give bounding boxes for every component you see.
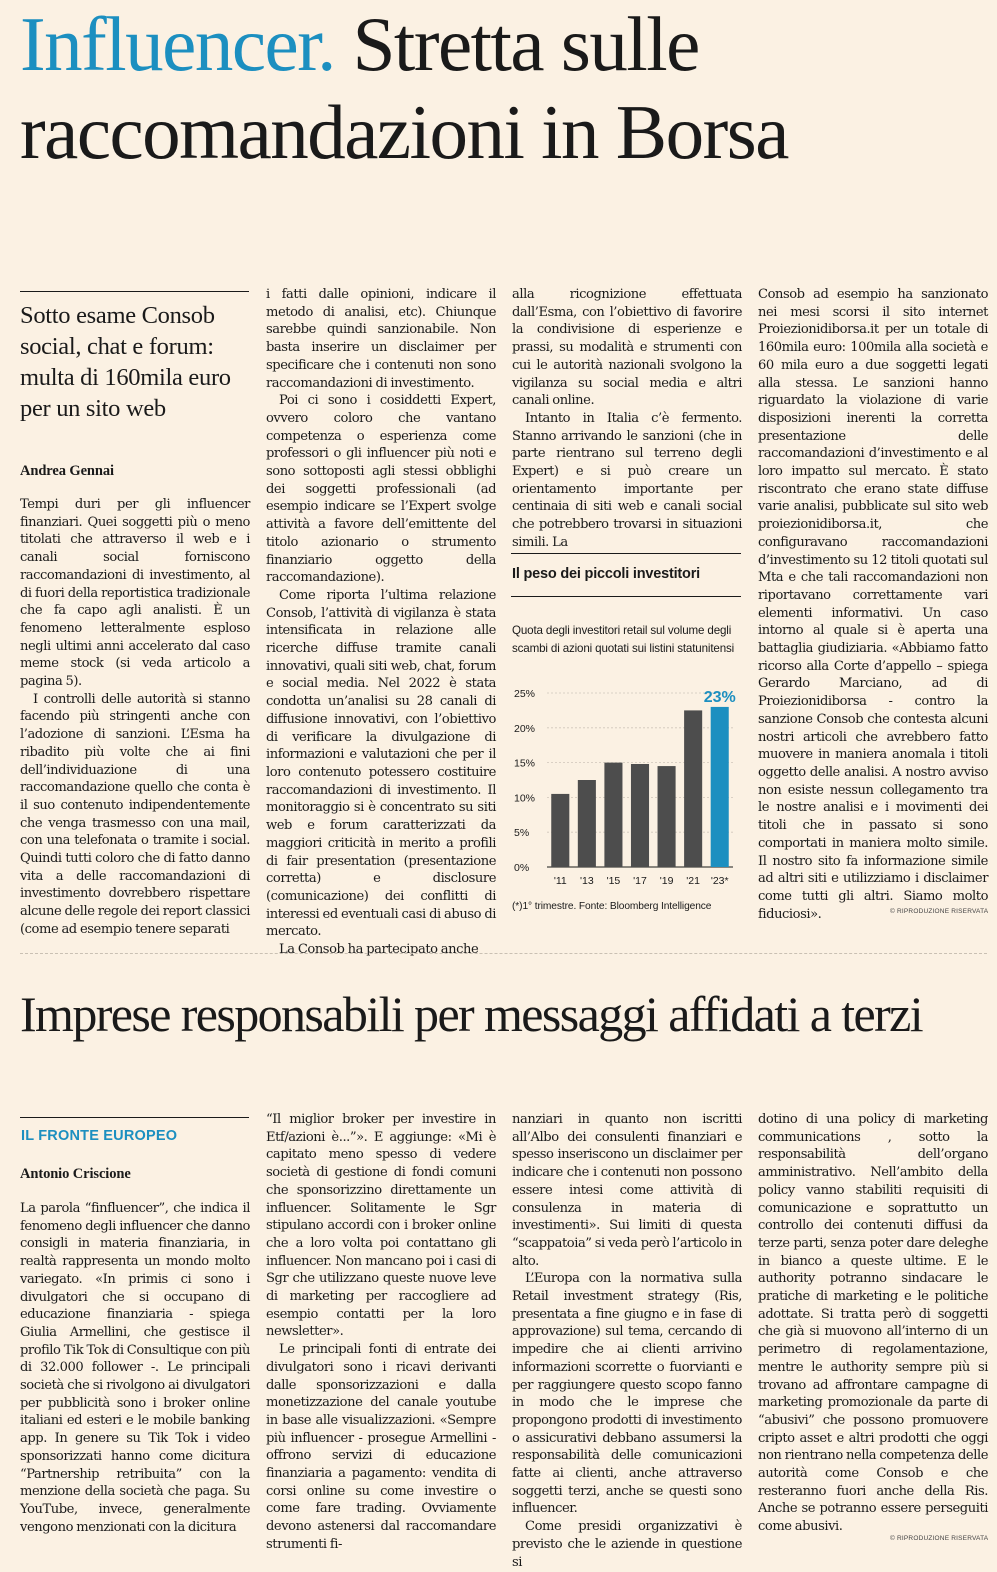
y-tick-label: 0% xyxy=(514,862,530,874)
chart-plot xyxy=(511,681,741,893)
paragraph: Le principali fonti di entrate dei divulgatori sono i ricavi derivanti dalle sponsorizzazioni e dalla monetizzazione del canale youtube in base alle visualizzazioni. «Sempre più influencer - prosegue Armellini - offrono servizi di educazione finanziaria a pagamento: vendita di corsi online su come investire o come fare trading. Ovviamente devono astenersi dal raccomandare strumenti fi- xyxy=(266,1342,496,1552)
article1-subhead: Sotto esame Consob social, chat e forum: multa di 160mila euro per un sito web xyxy=(20,302,231,422)
article2-headline: Imprese responsabili per messaggi affidati a terzi xyxy=(20,986,923,1042)
article1-headline xyxy=(20,0,980,176)
chart-title: Il peso dei piccoli investitori xyxy=(512,566,700,582)
x-tick-label: '17 xyxy=(633,875,647,887)
x-tick-label: '15 xyxy=(606,875,621,887)
article1-column-4 xyxy=(758,286,988,923)
bar xyxy=(578,780,596,867)
bar xyxy=(604,763,622,867)
article1-author: Andrea Gennai xyxy=(20,463,114,479)
paragraph: La parola “finfluencer”, che indica il fenomeno degli influencer che danno consigli in materia finanziaria, in realtà rappresenta un mondo molto variegato. «In primis ci sono i divulgatori che si occupano di educazione finanziaria - spiega Giulia Armellini, che gestisce il profilo Tik Tok di Consultique con più di 32.000 follower -. Le principali società che si rivolgono ai divulgatori per pubblicità sono i broker online italiani ed esteri e le mobile banking app. In genere su Tik Tok i video sponsorizzati hanno come dicitura “Partnership retribuita” con la menzione della società che paga. Su YouTube, invece, generalmente vengono menzionati con la dicitura xyxy=(20,1201,250,1535)
y-tick-label: 10% xyxy=(514,792,536,805)
chart-rule xyxy=(511,596,741,597)
y-tick-label: 25% xyxy=(514,688,536,700)
bar xyxy=(551,794,569,867)
column-rule xyxy=(20,291,249,292)
x-tick-label: '11 xyxy=(553,875,567,887)
paragraph: “Il miglior broker per investire in Etf/azioni è...”». E aggiunge: «Mi è capitato meno spesso di vedere società di gestione di fondi comuni che sponsorizzino direttamente un influencer. Solitamente le Sgr stipulano accordi con i broker online che a loro volta poi contattano gli influencer. Non mancano poi i casi di Sgr che utilizzano queste nuove leve di marketing per raccogliere ad esempio contatti per la loro newsletter». xyxy=(266,1112,496,1340)
paragraph: L’Europa con la normativa sulla Retail investment strategy (Ris, presentata a fine giugno e in fase di approvazione) sul tema, cercando di impedire che ai clienti arrivino informazioni scorrette o fuorvianti e per raggiungere questo scopo fanno in modo che le imprese che propongono prodotti di investimento o assicurativi debbano assumersi la responsabilità delle comunicazioni fatte ai clienti, anche attraverso soggetti terzi, anche se questi sono influencer. xyxy=(512,1271,742,1517)
y-tick-label: 5% xyxy=(514,827,530,840)
paragraph: dotino di una policy di marketing communications , sotto la responsabilità dell’organo amministrativo. Nell’ambito della policy vanno stabiliti requisiti di comunicazione e soprattutto un controllo dei contenuti diffusi da terze parti, senza poter dare deleghe in bianco a queste ultime. E le authority potranno sindacare le pratiche di marketing e le politiche adottate. Si tratta però di soggetti che già si muovono all’interno di un perimetro di regolamentazione, mentre le authority sempre più si trovano ad affrontare campagne di marketing promozionale da parte di “abusivi” che possono promuovere cripto asset e altri prodotti che oggi non rientrano nella competenza delle autorità come Consob e che resteranno fuori anche della Ris. Anche se potranno essere perseguiti come abusivi. xyxy=(758,1112,988,1535)
x-tick-label: '13 xyxy=(580,875,594,887)
bar xyxy=(684,710,702,867)
headline-text: Stretta sulle raccomandazioni in Borsa xyxy=(20,1,788,175)
paragraph: Come riporta l’ultima relazione Consob, l’attività di vigilanza è stata intensificata in relazione alle ricerche diffuse tramite canali innovativi, quali siti web, chat, forum e social media. Nel 2022 è stata condotta un’analisi su 28 canali di diffusione innovativi, con l’obiettivo di verificare la divulgazione di informazioni e valutazioni che per il loro contenuto potessero costituire raccomandazioni di investimento. Il monitoraggio si è concentrato su siti web e forum caratterizzati da maggiori criticità in merito a profili di fair presentation (presentazione corretta) e disclosure (comunicazione) dei conflitti di interessi ed eventuali casi di abuso di mercato. xyxy=(266,587,496,940)
x-tick-label: '23* xyxy=(710,875,729,887)
headline-kicker: Influencer. xyxy=(20,1,335,87)
article2-column-3 xyxy=(512,1111,742,1571)
article2-column-2 xyxy=(266,1111,496,1554)
bar xyxy=(631,764,649,867)
copyright-notice: © RIPRODUZIONE RISERVATA xyxy=(890,908,989,915)
paragraph: Intanto in Italia c’è fermento. Stanno arrivando le sanzioni (che in parte rientrano sul terreno degli Expert) e si può creare un orientamento importante per centinaia di siti web e canali social che potrebbero trovarsi in situazioni simili. La xyxy=(512,410,742,550)
y-tick-label: 20% xyxy=(514,722,536,735)
article2-column-1 xyxy=(20,1200,250,1536)
paragraph: Tempi duri per gli influencer finanziari. Quei soggetti più o meno titolati che attraverso il web e i canali social forniscono raccomandazioni di investimento, al di fuori della reportistica tradizionale che fa capo agli analisti. È un fenomeno letteralmente esploso negli ultimi anni accelerato dal caso meme stock (si veda articolo a pagina 5). xyxy=(20,497,250,690)
x-tick-label: '21 xyxy=(686,875,700,887)
paragraph: nanziari in quanto non iscritti all’Albo dei consulenti finanziari e spesso inseriscono un disclaimer per indicare che i contenuti non possono essere intesi come attività di consulenza in materia di investimenti». Sui limiti di questa “scappatoia” si veda però l’articolo in alto. xyxy=(512,1112,743,1269)
paragraph: alla ricognizione effettuata dall’Esma, con l’obiettivo di favorire la condivisione di esperienze e prassi, su modalità e strumenti con cui le autorità nazionali svolgono la vigilanza su social media e altri canali online. xyxy=(512,287,742,409)
copyright-notice: © RIPRODUZIONE RISERVATA xyxy=(890,1535,989,1542)
chart-subtitle: Quota degli investitori retail sul volume degli scambi di azioni quotati sui listini statunitensi xyxy=(512,624,735,655)
article1-column-2 xyxy=(266,286,496,959)
column-rule xyxy=(20,1117,249,1118)
retail-investors-chart xyxy=(511,553,741,915)
paragraph: i fatti dalle opinioni, indicare il metodo di analisi, etc). Chiunque sarebbe quindi sanzionabile. Non basta inserire un disclaimer per specificare che i contenuti non sono raccomandazioni di investimento. xyxy=(266,287,496,391)
bar xyxy=(711,707,729,867)
bar xyxy=(658,766,676,867)
paragraph: I controlli delle autorità si stanno facendo più stringenti anche con l’adozione di sanzioni. L’Esma ha ribadito più volte che ai fini dell’individuazione di una raccomandazione quello che conta è il suo contenuto indipendentemente che venga trasmesso con una mail, con una telefonata o tramite i social. Quindi tutti coloro che di fatto danno vita a delle raccomandazioni di investimento dovrebbero rispettare alcune delle regole dei report classici (come ad esempio tenere separati xyxy=(20,691,250,937)
paragraph: La Consob ha partecipato anche xyxy=(279,942,479,958)
article1-column-3 xyxy=(512,286,742,552)
paragraph: Poi ci sono i cosiddetti Expert, ovvero coloro che vantano competenza o esperienza come professori o gli influencer più noti e sono sottoposti agli stessi obblighi dei soggetti professionali (ad esempio indicare se l’Expert svolge attività a favore dell’emittente del titolo azionario o strumento finanziario oggetto della raccomandazione). xyxy=(266,393,496,586)
section-label: IL FRONTE EUROPEO xyxy=(21,1128,178,1144)
article2-column-4 xyxy=(758,1111,988,1536)
y-tick-label: 15% xyxy=(514,757,536,770)
data-label: 23% xyxy=(703,688,736,706)
x-tick-label: '19 xyxy=(659,875,674,887)
section-divider xyxy=(20,953,987,954)
chart-rule xyxy=(511,553,741,554)
article2-author: Antonio Criscione xyxy=(20,1166,131,1182)
paragraph: Consob ad esempio ha sanzionato nei mesi scorsi il sito internet Proiezionidiborsa.it per un totale di 160mila euro: 100mila alla società e 60 mila euro a due soggetti legati alla stessa. Le sanzioni hanno riguardato la violazione di varie disposizioni inerenti la corretta presentazione delle raccomandazioni d’investimento e al loro impatto sul mercato. È stato riscontrato che erano state diffuse varie analisi, pubblicate sul sito web proiezionidiborsa.it, che configuravano raccomandazioni d’investimento su 12 titoli quotati sul Mta e che tali raccomandazioni non riportavano correttamente vari elementi informativi. Un caso intorno al quale si è aperta una battaglia giudiziaria. «Abbiamo fatto ricorso alla Corte d’appello – spiega Gerardo Marciano, ad di Proiezionidiborsa - contro la sanzione Consob che contesta alcuni nostri articoli che avrebbero fatto muovere in maniera anomala i titoli oggetto delle analisi. A nostro avviso non esiste nessun collegamento tra le nostre analisi e i movimenti dei titoli che in passato si sono comportati in maniera molto simile. Il nostro sito fa informazione simile ad altri siti e utilizziamo i disclaimer come tutti gli altri. Siamo molto fiduciosi». xyxy=(758,287,988,922)
chart-note: (*)1° trimestre. Fonte: Bloomberg Intelligence xyxy=(512,901,712,912)
article1-column-1 xyxy=(20,496,250,939)
paragraph: Come presidi organizzativi è previsto che le aziende in questione si xyxy=(512,1519,742,1570)
